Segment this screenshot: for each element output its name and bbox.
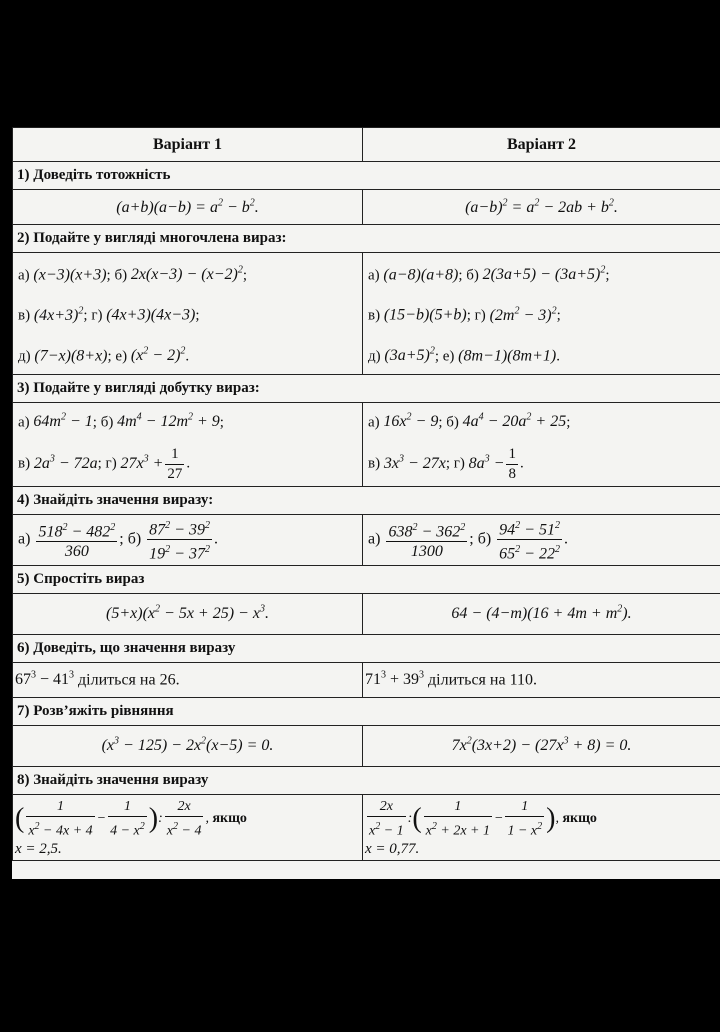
header-row (13, 128, 720, 162)
task-5-v1: $(5+x)(x^2 - 5x + 25) - x^3$. (13, 593, 363, 634)
task-5-v2: $64 - (4-m)(16 + 4m + m^2)$. (363, 593, 720, 634)
task-2-v1: а) (x−3)(x+3); б) $2x(x-3) - (x-2)^2$; в) $(4x+3)^2$; г) (4x+3)(4x−3); д) (7−x)(8+x); е) $(x^2 - 2)^2$. (13, 253, 363, 375)
variant-2-header: Варіант 2 (363, 128, 720, 162)
task-2-v2: а) (a−8)(a+8); б) $2(3a+5) - (3a+5)^2$; в) (15−b)(5+b); г) $(2m^2 - 3)^2$; д) $(3a+5)^2$; е) (8m−1)(8m+1). (363, 253, 720, 375)
task-7-v1: $(x^3 - 125) - 2x^2(x-5) = 0$. (13, 725, 363, 766)
task-1-v2: $(a-b)^2 = a^2 - 2ab + b^2$. (363, 190, 720, 225)
task-3-v1: а) $64m^2 - 1$; б) $4m^4 - 12m^2 + 9$; в) $2a^3 - 72a$; г) $27x^3$ + $\frac{1}{27}$ . (13, 402, 363, 486)
task-6-title: 6) Доведіть, що значення виразу (13, 634, 720, 662)
task-table (12, 127, 720, 861)
worksheet (12, 127, 720, 879)
task-3-v2: а) $16x^2 - 9$; б) $4a^4 - 20a^2 + 25$; в) $3x^3 - 27x$; г) $8a^3$ − $\frac{1}{8}$ . (363, 402, 720, 486)
task-8-v2: $\frac{2x}{x^2 - 1}$ :( $\frac{1}{x^2 + 2x + 1}$ − $\frac{1}{1 - x^2}$ ), якщо x = 0,77. (363, 794, 720, 861)
task-6-v1: $67^3 - 41^3$ ділиться на 26. (13, 662, 363, 697)
task-7-v2: $7x^2(3x+2) - (27x^3 + 8) = 0$. (363, 725, 720, 766)
task-1-v1: $(a+b)(a-b) = a^2 - b^2$. (13, 190, 363, 225)
task-8-title: 8) Знайдіть значення виразу (13, 766, 720, 794)
variant-1-header: Варіант 1 (13, 128, 363, 162)
task-3-title: 3) Подайте у вигляді добутку вираз: (13, 374, 720, 402)
task-6-v2: $71^3 + 39^3$ ділиться на 110. (363, 662, 720, 697)
task-8-v1: ( $\frac{1}{x^2 - 4x + 4}$ − $\frac{1}{4 - x^2}$ ): $\frac{2x}{x^2 - 4}$ , якщо x = 2,5. (13, 794, 363, 861)
task-5-title: 5) Спростіть вираз (13, 565, 720, 593)
task-7-title: 7) Розв’яжіть рівняння (13, 697, 720, 725)
task-1-title: 1) Доведіть тотожність (13, 162, 720, 190)
task-4-v2: а) $\frac{638^2 - 362^2}{1300}$ ; б) $\frac{94^2 - 51^2}{65^2 - 22^2}$ . (363, 514, 720, 565)
task-2-title: 2) Подайте у вигляді многочлена вираз: (13, 225, 720, 253)
task-4-title: 4) Знайдіть значення виразу: (13, 486, 720, 514)
task-4-v1: а) $\frac{518^2 - 482^2}{360}$ ; б) $\frac{87^2 - 39^2}{19^2 - 37^2}$ . (13, 514, 363, 565)
